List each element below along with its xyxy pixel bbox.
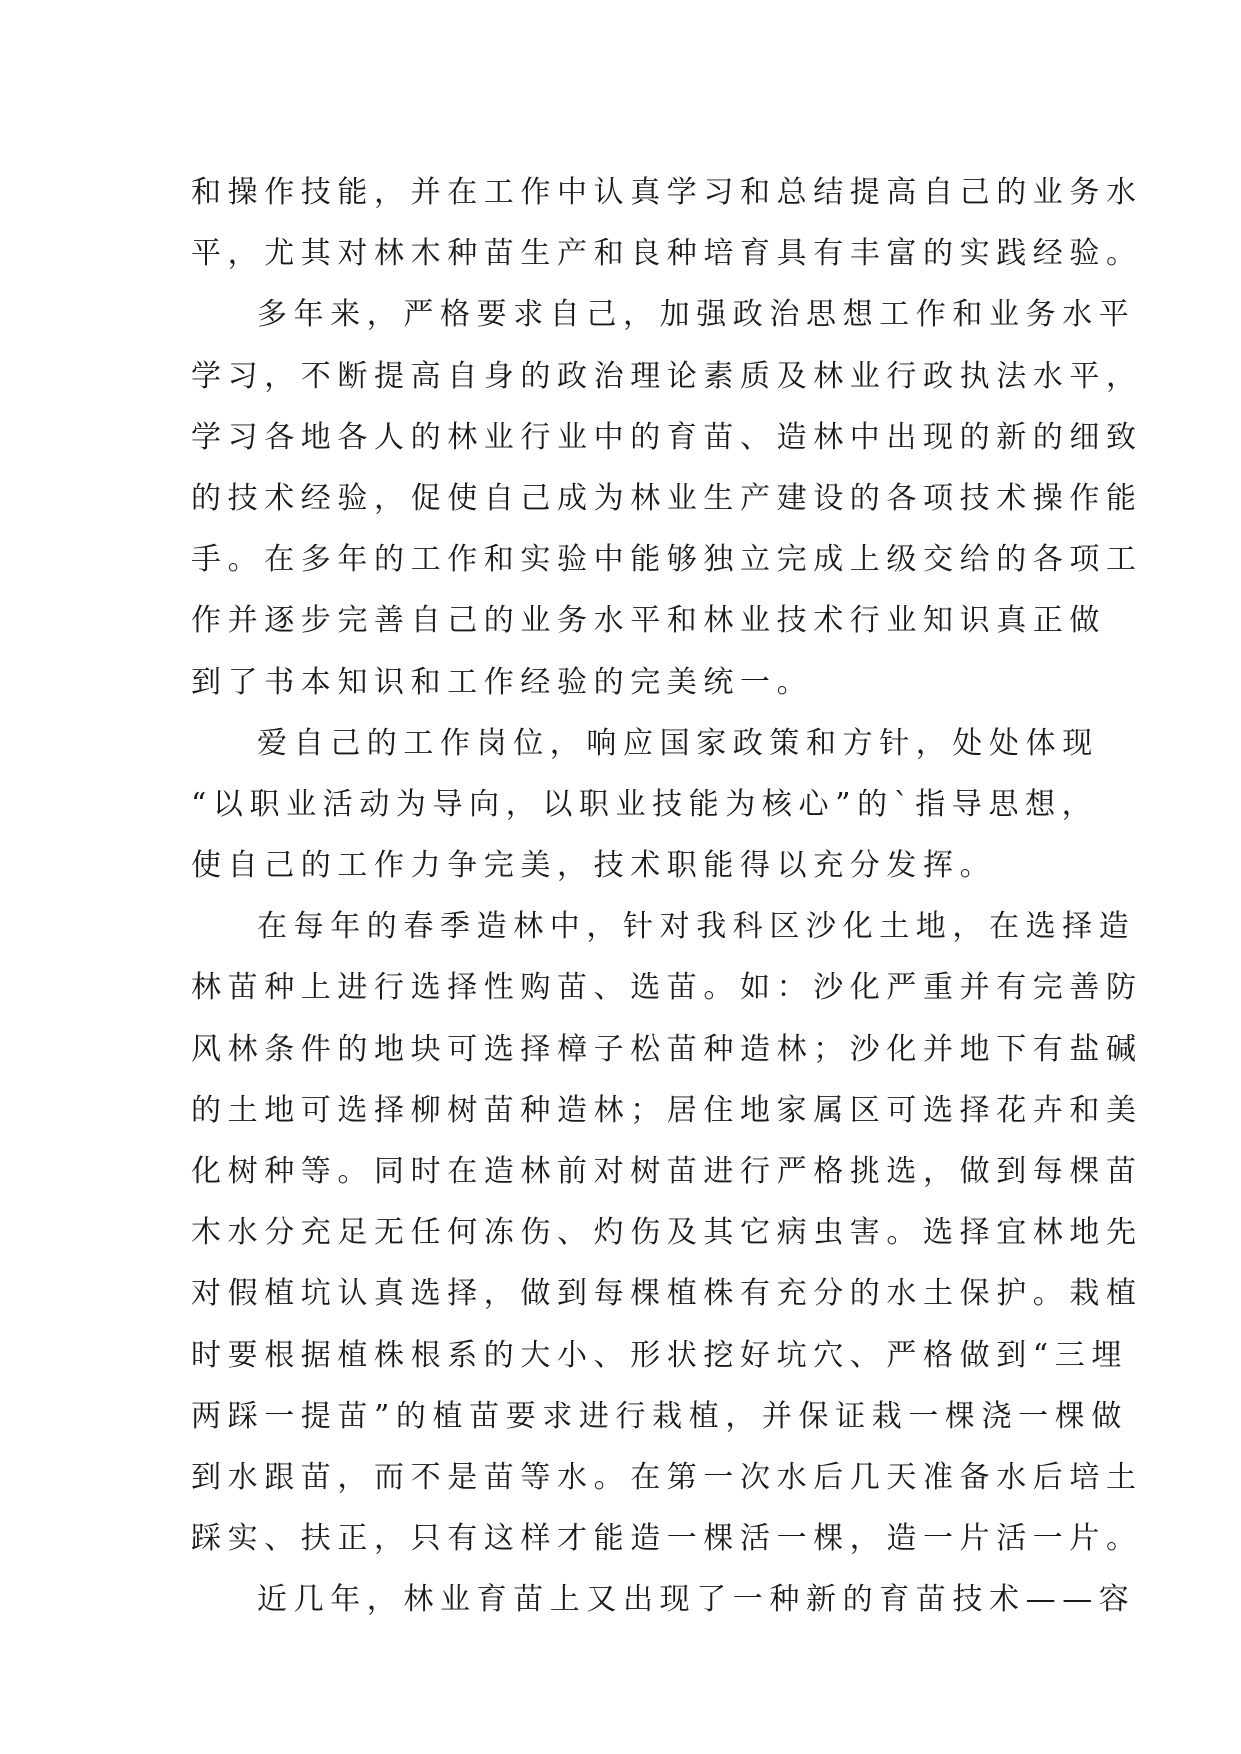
text-line: 对假植坑认真选择，做到每棵植株有充分的水土保护。栽植 xyxy=(191,1276,1143,1312)
body-text xyxy=(191,162,1143,1631)
text-line: 踩实、扶正，只有这样才能造一棵活一棵，造一片活一片。 xyxy=(191,1521,1143,1557)
text-line: 时要根据植株根系的大小、形状挖好坑穴、严格做到“三埋 xyxy=(191,1337,1128,1373)
text-line: 作并逐步完善自己的业务水平和林业技术行业知识真正做 xyxy=(191,603,1106,639)
paragraph-start-line: 在每年的春季造林中，针对我科区沙化土地，在选择造 xyxy=(257,909,1136,945)
paragraph-start-line: 多年来，严格要求自己，加强政治思想工作和业务水平 xyxy=(257,297,1136,333)
text-line: “以职业活动为导向，以职业技能为核心”的`指导思想， xyxy=(191,786,1099,822)
text-line: 和操作技能，并在工作中认真学习和总结提高自己的业务水 xyxy=(191,175,1143,210)
text-line: 学习各地各人的林业行业中的育苗、造林中出现的新的细致 xyxy=(191,419,1143,455)
text-line: 林苗种上进行选择性购苗、选苗。如：沙化严重并有完善防 xyxy=(191,970,1143,1006)
text-line: 化树种等。同时在造林前对树苗进行严格挑选，做到每棵苗 xyxy=(191,1154,1143,1189)
text-line: 木水分充足无任何冻伤、灼伤及其它病虫害。选择宜林地先 xyxy=(191,1215,1143,1251)
text-line: 到水跟苗，而不是苗等水。在第一次水后几天准备水后培土 xyxy=(191,1459,1143,1495)
paragraph-start-line: 爱自己的工作岗位，响应国家政策和方针，处处体现 xyxy=(257,725,1099,761)
text-line: 风林条件的地块可选择樟子松苗种造林；沙化并地下有盐碱 xyxy=(191,1031,1143,1067)
text-line: 使自己的工作力争完美，技术职能得以充分发挥。 xyxy=(191,848,997,884)
text-line: 手。在多年的工作和实验中能够独立完成上级交给的各项工 xyxy=(191,542,1143,578)
text-line: 到了书本知识和工作经验的完美统一。 xyxy=(191,664,814,700)
paragraph-start-line: 近几年，林业育苗上又出现了一种新的育苗技术——容 xyxy=(257,1582,1136,1618)
text-line: 的技术经验，促使自己成为林业生产建设的各项技术操作能 xyxy=(191,480,1143,516)
text-line: 的土地可选择柳树苗种造林；居住地家属区可选择花卉和美 xyxy=(191,1092,1143,1128)
text-line: 平，尤其对林木种苗生产和良种培育具有丰富的实践经验。 xyxy=(191,236,1143,272)
text-line: 学习，不断提高自身的政治理论素质及林业行政执法水平， xyxy=(191,358,1143,394)
text-line: 两踩一提苗”的植苗要求进行栽植，并保证栽一棵浇一棵做 xyxy=(191,1398,1128,1434)
